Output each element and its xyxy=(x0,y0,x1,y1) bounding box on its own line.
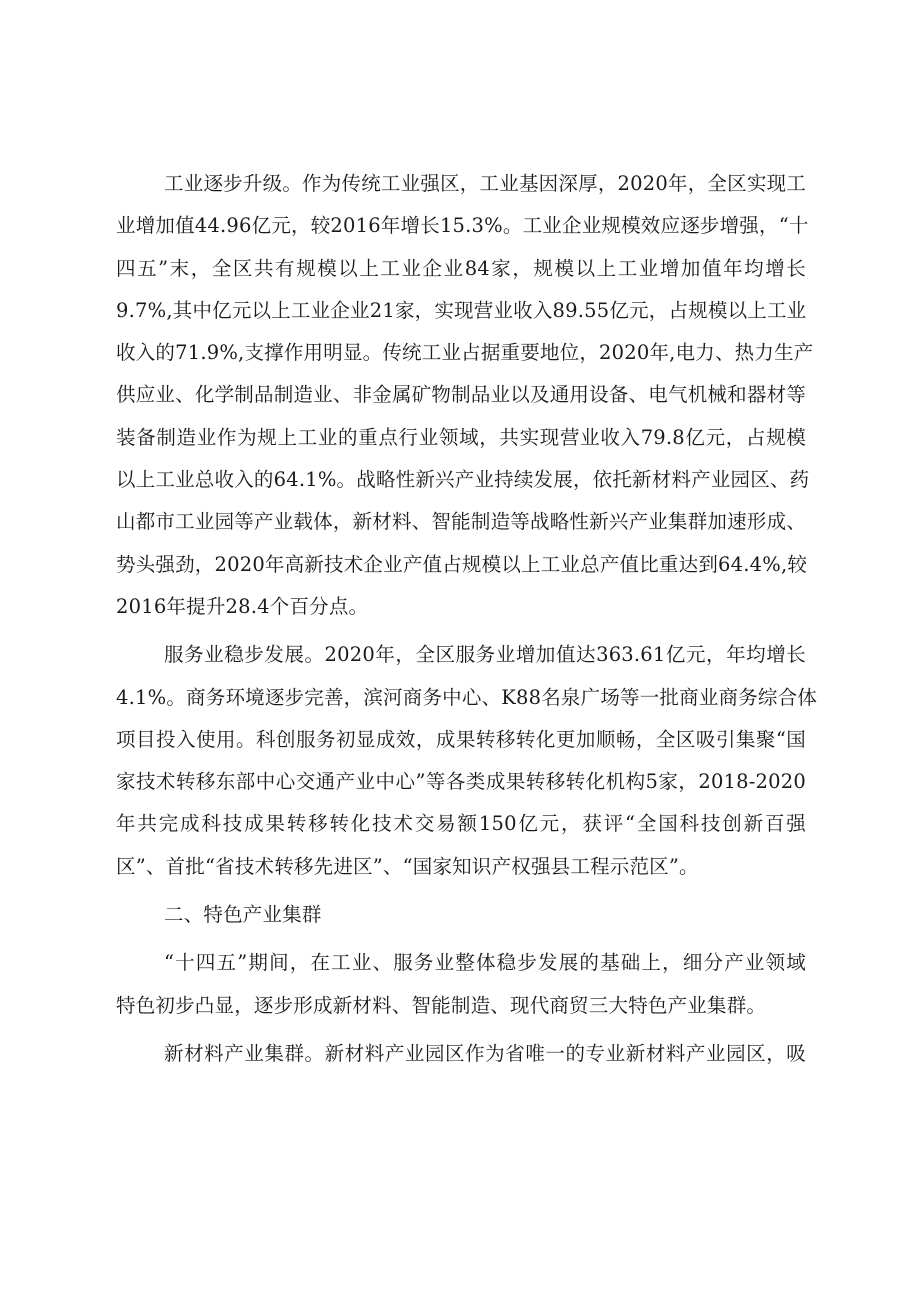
paragraph-industry xyxy=(116,163,814,628)
document-body xyxy=(116,163,818,1075)
text-line: 以上工业总收入的64.1%。战略性新兴产业持续发展，依托新材料产业园区、药 xyxy=(116,468,810,492)
text-line: 项目投入使用。科创服务初显成效，成果转移转化更加顺畅，全区吸引集聚“国 xyxy=(116,727,806,751)
text-line: 9.7%,其中亿元以上工业企业21家，实现营业收入89.55亿元，占规模以上工业 xyxy=(116,298,807,322)
text-line: 四五”末，全区共有规模以上工业企业84家，规模以上工业增加值年均增长 xyxy=(116,256,806,280)
text-line: 工业逐步升级。作为传统工业强区，工业基因深厚，2020年，全区实现工 xyxy=(164,172,806,195)
text-line: 新材料产业集群。新材料产业园区作为省唯一的专业新材料产业园区，吸 xyxy=(164,1041,806,1065)
text-line: 4.1%。商务环境逐步完善，滨河商务中心、K88名泉广场等一批商业商务综合体 xyxy=(116,685,818,709)
paragraph-services xyxy=(116,634,818,888)
section-heading xyxy=(116,894,806,936)
text-line: 业增加值44.96亿元，较2016年增长15.3%。工业企业规模效应逐步增强，“十 xyxy=(116,214,809,238)
text-line: 势头强劲，2020年高新技术企业产值占规模以上工业总产值比重达到64.4%,较 xyxy=(116,552,808,576)
text-line: 特色初步凸显，逐步形成新材料、智能制造、现代商贸三大特色产业集群。 xyxy=(116,993,767,1017)
paragraph-clusters-intro xyxy=(116,942,806,1027)
text-line: 2016年提升28.4个百分点。 xyxy=(116,594,369,618)
heading-line: 二、特色产业集群 xyxy=(164,903,322,927)
text-line: 年共完成科技成果转移转化技术交易额150亿元，获评“全国科技创新百强 xyxy=(116,812,806,836)
text-line: 家技术转移东部中心交通产业中心”等各类成果转移转化机构5家，2018-2020 xyxy=(116,770,806,794)
text-line: 供应业、化学制品制造业、非金属矿物制品业以及通用设备、电气机械和器材等 xyxy=(116,383,806,407)
text-line: 山都市工业园等产业载体，新材料、智能制造等战略性新兴产业集群加速形成、 xyxy=(116,510,806,534)
text-line: 区”、首批“省技术转移先进区”、“国家知识产权强县工程示范区”。 xyxy=(116,854,699,878)
text-line: 收入的71.9%,支撑作用明显。传统工业占据重要地位，2020年,电力、热力生产 xyxy=(116,341,814,365)
text-line: 装备制造业作为规上工业的重点行业领域，共实现营业收入79.8亿元，占规模 xyxy=(116,425,806,449)
paragraph-new-materials xyxy=(116,1033,806,1075)
text-line: 服务业稳步发展。2020年，全区服务业增加值达363.61亿元，年均增长 xyxy=(164,643,806,667)
text-line: “十四五”期间，在工业、服务业整体稳步发展的基础上，细分产业领域 xyxy=(164,951,806,975)
